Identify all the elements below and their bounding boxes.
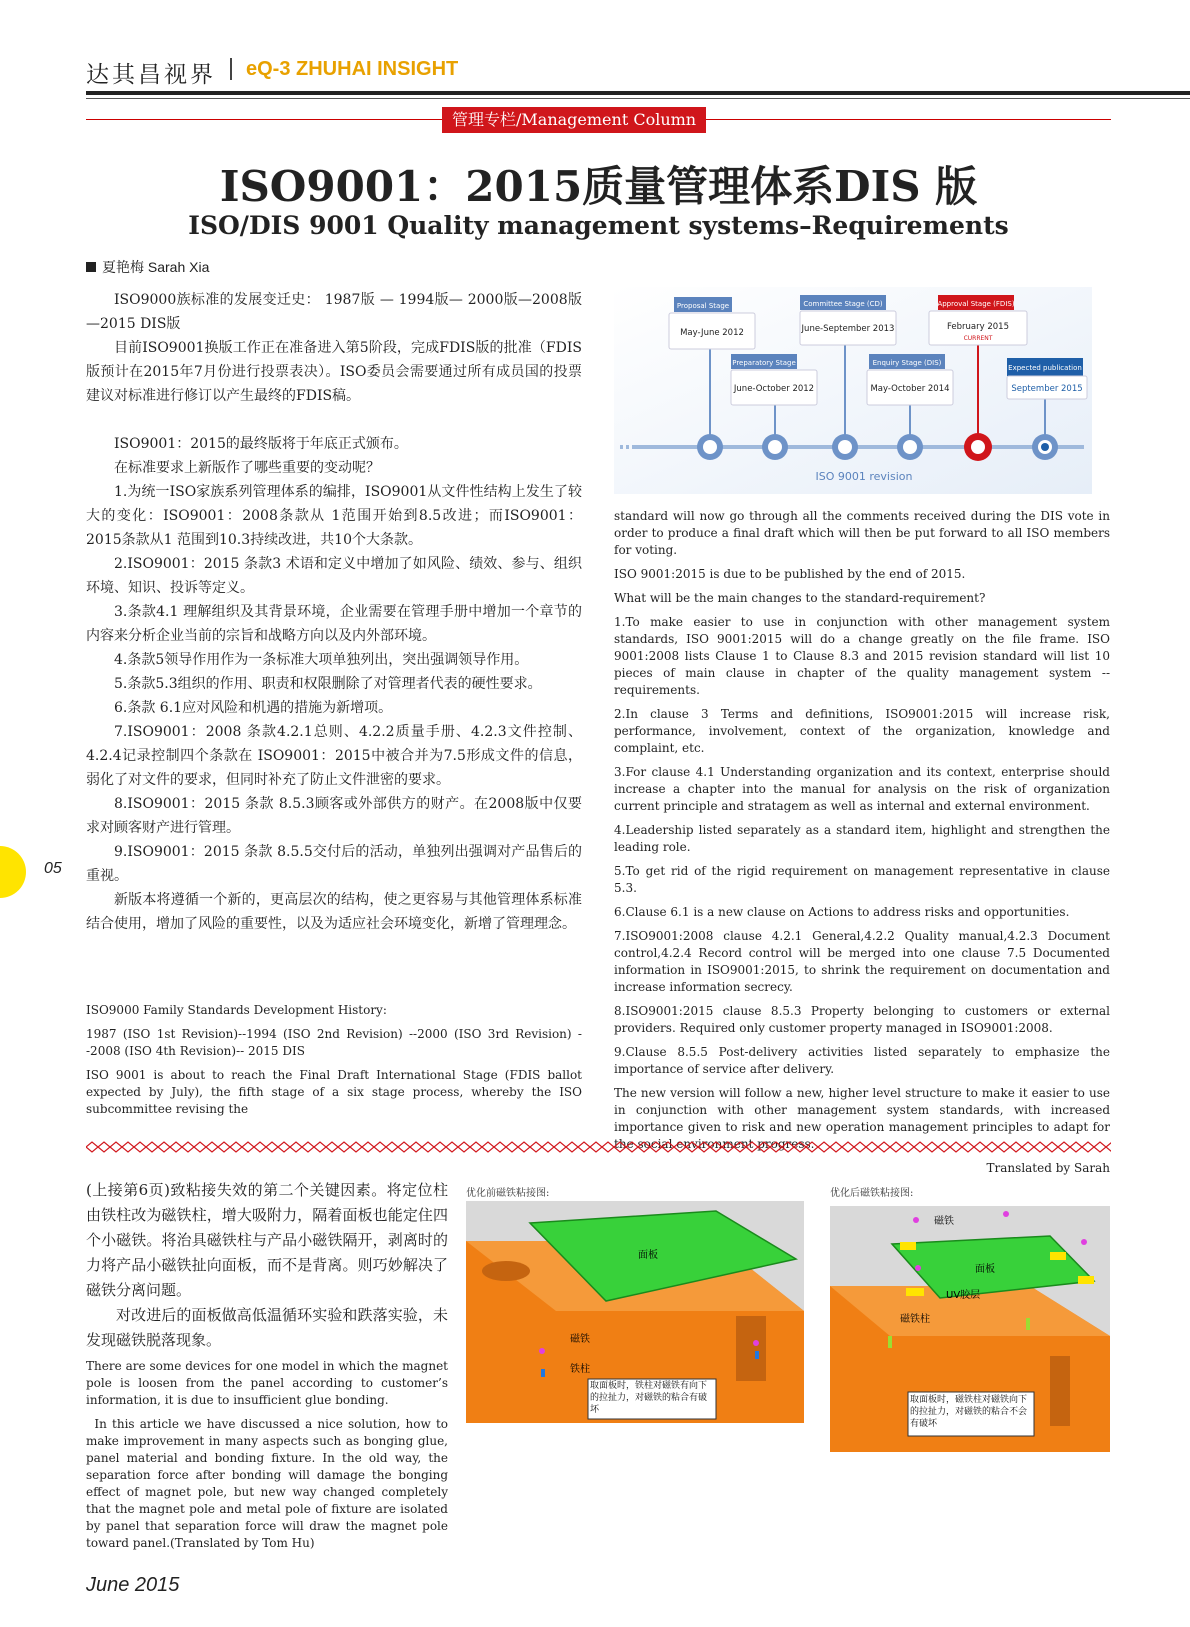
cn-paragraph: 5.条款5.3组织的作用、职责和权限删除了对管理者代表的硬性要求。 — [114, 676, 542, 692]
fig-after-note: 取面板时，磁铁柱对磁铁向下的拉扯力，对磁铁的粘合不会有破坏 — [910, 1395, 1028, 1429]
svg-text:CURRENT: CURRENT — [963, 335, 993, 342]
brand-en: eQ-3 ZHUHAI INSIGHT — [246, 58, 459, 80]
header-rule — [86, 91, 1190, 95]
magnet-pole-label: 磁铁柱 — [900, 1314, 930, 1325]
en-paragraph: ISO9000 Family Standards Development History: — [86, 1003, 387, 1017]
en-paragraph: The new version will follow a new, higher level structure to make it easier to use in conjunction with other management system standards, with increased importance given to risk and new operation management principles to adapt for — [614, 1086, 1110, 1134]
en-right-body — [614, 508, 1110, 1177]
fig-after-caption: 优化后磁铁粘接图: — [830, 1188, 914, 1199]
cn-paragraph: 7.ISO9001：2008 条款4.2.1总则、4.2.2质量手册、4.2.3文件控制、4.2.4记录控制四个条款在 ISO9001：2015中被合并为7.5形成文件的信息，弱化了对文件的要求，但同时补充了防止文件泄密的要求。 — [86, 724, 582, 788]
en-paragraph: 6.Clause 6.1 is a new clause on Actions to address risks and opportunities. — [614, 905, 1070, 919]
author-name: 夏艳梅 Sarah Xia — [102, 259, 210, 275]
svg-text:Expected publication: Expected publication — [1008, 364, 1082, 372]
page-number: 05 — [44, 860, 62, 877]
en-paragraph: 4.Leadership listed separately as a standard item, highlight and strengthen the leading role. — [614, 823, 1110, 854]
article-title: ISO9001：2015质量管理体系DIS 版 — [219, 162, 978, 211]
panel-label: 面板 — [638, 1250, 658, 1261]
svg-text:Proposal Stage: Proposal Stage — [676, 302, 730, 310]
svg-text:February 2015: February 2015 — [947, 322, 1009, 332]
bullet-square-icon — [86, 262, 96, 272]
header-divider — [230, 58, 232, 80]
iron-pole-label: 铁柱 — [570, 1364, 590, 1375]
page-marker-circle — [0, 846, 26, 898]
svg-text:Committee Stage (CD): Committee Stage (CD) — [803, 300, 883, 308]
cn-paragraph: 8.ISO9001：2015 条款 8.5.3顾客或外部供方的财产。在2008版中仅要求对顾客财产进行管理。 — [86, 796, 582, 836]
svg-text:Approval Stage (FDIS): Approval Stage (FDIS) — [937, 300, 1015, 308]
magnet-label: 磁铁 — [570, 1334, 590, 1345]
magnet-en-body — [86, 1358, 448, 1559]
en-paragraph: 2.In clause 3 Terms and definitions, ISO9001:2015 will increase risk, performance, involvement, context of the organization, knowledge and complaint, etc. — [614, 707, 1110, 755]
en-paragraph: There are some devices for one model in which the magnet pole is loosen from the panel according to customer’s information, it is due to insufficient glue bonding. — [86, 1359, 448, 1407]
magnet-cn-body — [86, 1178, 448, 1353]
fig-before-caption: 优化前磁铁粘接图: — [466, 1188, 550, 1199]
en-paragraph: standard will now go through all the comments received during the DIS vote in order to produce a final draft which will then be put forward to all ISO members for voting. — [614, 509, 1110, 557]
cn-paragraph: 新版本将遵循一个新的，更高层次的结构，使之更容易与其他管理体系标准结合使用，增加了风险的重要性，以及为适应社会环境变化，新增了管理理念。 — [86, 892, 582, 932]
en-paragraph: 5.To get rid of the rigid requirement on management representative in clause 5.3. — [614, 864, 1110, 895]
cn-paragraph: 对改进后的面板做高低温循环实验和跌落实验，未发现磁铁脱落现象。 — [86, 1306, 448, 1349]
article-subtitle: ISO/DIS 9001 Quality management systems–Requirements — [188, 211, 1009, 240]
uv-layer-label: UV胶层 — [946, 1290, 981, 1301]
cn-paragraph: 2.ISO9001：2015 条款3 术语和定义中增加了如风险、绩效、参与、组织环境、知识、投诉等定义。 — [86, 556, 582, 596]
svg-text:Enquiry Stage (DIS): Enquiry Stage (DIS) — [872, 359, 942, 367]
issue-date: June 2015 — [86, 1574, 180, 1596]
magnet-label: 磁铁 — [934, 1216, 954, 1227]
svg-text:June-October 2012: June-October 2012 — [733, 384, 815, 394]
en-paragraph: ISO 9001:2015 is due to be published by the end of 2015. — [614, 567, 966, 581]
en-paragraph: 7.ISO9001:2008 clause 4.2.1 General,4.2.2 Quality manual,4.2.3 Document control,4.2.4 Record control will be merged into one clause 7.5 Documented information in ISO9001:2015, to shrink the requirement on documentation and increase information secrecy. — [614, 929, 1110, 994]
en-paragraph: 9.Clause 8.5.5 Post-delivery activities listed separately to emphasize the importance of service after delivery. — [614, 1045, 1110, 1076]
panel-label: 面板 — [975, 1264, 995, 1275]
en-paragraph: ISO 9001 is about to reach the Final Draft International Stage (FDIS ballot expected by July), the fifth stage of a six stage process, whereby the ISO subcommittee revising the — [86, 1068, 582, 1116]
svg-text:May-October 2014: May-October 2014 — [870, 384, 950, 394]
en-left-body — [86, 1002, 582, 1125]
brand-cn: 达其昌视界 — [86, 62, 216, 88]
iso-timeline-figure — [614, 287, 1092, 494]
en-paragraph: 1.To make easier to use in conjunction with other management system standards, ISO 9001:2015 will do a change greatly on the file frame. ISO 9001:2008 lists Clause 1 to Clause 8.3 and 2015 revision standard will list 10 pieces of main clause in chapter of the quality management system --requirements. — [614, 615, 1110, 697]
fig-after — [830, 1206, 1110, 1452]
cn-paragraph: ISO9001：2015的最终版将于年底正式颁布。 — [114, 436, 408, 452]
en-paragraph: What will be the main changes to the standard-requirement? — [614, 591, 986, 605]
cn-paragraph: 4.条款5领导作用作为一条标准大项单独列出，突出强调领导作用。 — [114, 652, 529, 668]
en-paragraph: In this article we have discussed a nice solution, how to make improvement in many aspects such as bonging glue, panel material and bonding fixture. In the old way, the separation force after bonding will damage the bonging effect of magnet pole, but new way changed completely that the magnet pole and metal pole of fixture are isolated by panel that separation force will draw the magnet pole toward panel.(Translated by Tom Hu) — [86, 1417, 448, 1550]
svg-text:May-June 2012: May-June 2012 — [680, 328, 744, 338]
cn-paragraph: 3.条款4.1 理解组织及其背景环境，企业需要在管理手册中增加一个章节的内容来分析企业当前的宗旨和战略方向以及内外部环境。 — [86, 604, 582, 644]
column-tag: 管理专栏/Management Column — [442, 107, 706, 133]
en-paragraph: 3.For clause 4.1 Understanding organization and its context, enterprise should increase a chapter into the manual for analysis on the risk of organization current principle and stratagem as well as internal and external environment. — [614, 765, 1110, 813]
cn-paragraph: 6.条款 6.1应对风险和机遇的措施为新增项。 — [114, 700, 393, 716]
cn-paragraph: 9.ISO9001：2015 条款 8.5.5交付后的活动，单独列出强调对产品售后的重视。 — [86, 844, 582, 884]
svg-text:June-September 2013: June-September 2013 — [801, 324, 895, 334]
en-paragraph: 8.ISO9001:2015 clause 8.5.3 Property belonging to customers or external providers. Required only customer property managed in ISO9001:2008. — [614, 1004, 1110, 1035]
timeline-caption: ISO 9001 revision — [815, 470, 913, 483]
header-rule-thin — [86, 98, 1190, 99]
en-paragraph: 1987 (ISO 1st Revision)--1994 (ISO 2nd Revision) --2000 (ISO 3rd Revision) --2008 (ISO 4th Revision)-- 2015 DIS — [86, 1027, 582, 1058]
cn-article-body — [86, 288, 582, 936]
cn-paragraph: ISO9000族标准的发展变迁史： 1987版 — 1994版— 2000版—2008版—2015 DIS版 — [86, 292, 582, 332]
translator-credit: Translated by Sarah — [986, 1161, 1110, 1175]
cn-paragraph: 1.为统一ISO家族系列管理体系的编排，ISO9001从文件性结构上发生了较大的变化：ISO9001：2008条款从 1范围开始到8.5改进；而ISO9001：2015条款从1 范围到10.3持续改进，共10个大条款。 — [86, 484, 582, 548]
author — [86, 257, 209, 277]
cn-paragraph: 目前ISO9001换版工作正在准备进入第5阶段，完成FDIS版的批准（FDIS版预计在2015年7月份进行投票表决）。ISO委员会需要通过所有成员国的投票建议对标准进行修订以产生最终的FDIS稿。 — [86, 340, 582, 404]
zigzag-divider — [86, 1138, 1111, 1157]
fig-before — [466, 1201, 804, 1423]
fig-before-note: 取面板时，铁柱对磁铁有向下的拉扯力，对磁铁的粘合有破坏 — [590, 1381, 708, 1415]
svg-text:September 2015: September 2015 — [1011, 384, 1083, 394]
svg-text:Preparatory Stage: Preparatory Stage — [732, 359, 796, 367]
cn-paragraph: 在标准要求上新版作了哪些重要的变动呢？ — [114, 460, 380, 476]
cn-paragraph: (上接第6页)致粘接失效的第二个关键因素。将定位柱由铁柱改为磁铁柱，增大吸附力，隔着面板也能定住四个小磁铁。将治具磁铁柱与产品小磁铁隔开，剥离时的力将产品小磁铁扯向面板，而不是背离。则巧妙解决了磁铁分离问题。 — [86, 1181, 448, 1299]
